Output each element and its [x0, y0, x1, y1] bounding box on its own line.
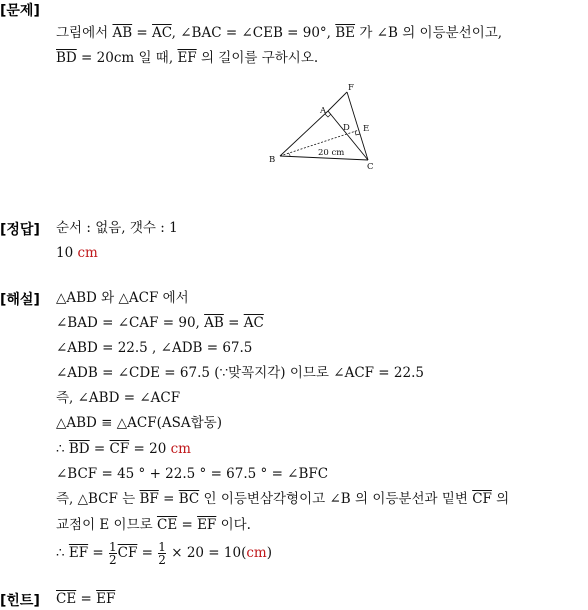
fraction-one-half-2: $\frac{1}{2}$ [158, 540, 166, 567]
problem-label: [문제] [0, 3, 40, 19]
segment-af-line [328, 92, 347, 111]
segment-be: $\overline{BE}$ [335, 25, 356, 41]
solution-line-9: 즉, △BCF 는 $\overline{BF} = \overline{BC}$ 인 이등변삼각형이고 ∠B 의 이등분선과 밑변 $\overline{CF}$ 의 [56, 491, 510, 507]
solution-line-3: ∠ABD = 22.5 , ∠ADB = 67.5 [56, 340, 253, 356]
angle-mark-b [288, 153, 290, 156]
answer-unit: cm [77, 245, 98, 261]
point-f-label: F [348, 84, 354, 93]
solution-label: [해설] [0, 292, 40, 308]
segment-ac: $\overline{AC}$ [152, 25, 172, 41]
problem-line-2: $\overline{BD} = 20cm$ 일 때, $\overline{EF}$ 의 길이를 구하시오. [56, 50, 319, 66]
solution-line-5: 즉, ∠ABD = ∠ACF [56, 390, 181, 406]
answer-label: [정답] [0, 222, 40, 238]
triangle-figure [262, 84, 380, 172]
point-d-label: D [343, 123, 350, 133]
point-b-label: B [269, 155, 276, 165]
solution-line-11: ∴ $\overline{EF}$ = $\frac{1}{2}$ $\overline{CF}$ = $\frac{1}{2}$ × 20 = 10(cm) [56, 540, 272, 567]
solution-line-8: ∠BCF = 45 ° + 22.5 ° = 67.5 ° = ∠BFC [56, 466, 329, 482]
problem-line-1: 그림에서 $\overline{AB} = \overline{AC}$, ∠BAC = ∠CEB = 90°, $\overline{BE}$ 가 ∠B 의 이등분선이고, [56, 25, 503, 41]
length-label: 20 cm [318, 148, 345, 158]
point-c-label: C [367, 162, 374, 172]
point-e-label: E [363, 124, 370, 134]
answer-value: 10 cm [56, 245, 98, 261]
solution-line-6: △ABD ≡ △ACF(ASA합동) [56, 415, 222, 431]
solution-line-10: 교점이 E 이므로 $\overline{CE} = \overline{EF}$ 이다. [56, 517, 251, 533]
segment-bd: $\overline{BD}$ [56, 50, 77, 66]
hint-line: $\overline{CE} = \overline{EF}$ [56, 591, 116, 607]
segment-ab: $\overline{AB}$ [112, 25, 133, 41]
answer-order: 순서 : 없음, 갯수 : 1 [56, 220, 178, 236]
solution-line-2: ∠BAD = ∠CAF = 90, $\overline{AB} = \overline{AC}$ [56, 315, 264, 331]
solution-line-7: ∴ $\overline{BD} = \overline{CF} = 20$ cm [56, 441, 191, 457]
solution-line-4: ∠ADB = ∠CDE = 67.5 (∵맞꼭지각) 이므로 ∠ACF = 22.5 [56, 365, 424, 381]
point-a-label: A [320, 106, 327, 116]
fraction-one-half: $\frac{1}{2}$ [109, 540, 117, 567]
solution-line-1: △ABD 와 △ACF 에서 [56, 290, 189, 306]
segment-ef: $\overline{EF}$ [177, 50, 197, 66]
hint-label: [힌트] [0, 593, 40, 609]
